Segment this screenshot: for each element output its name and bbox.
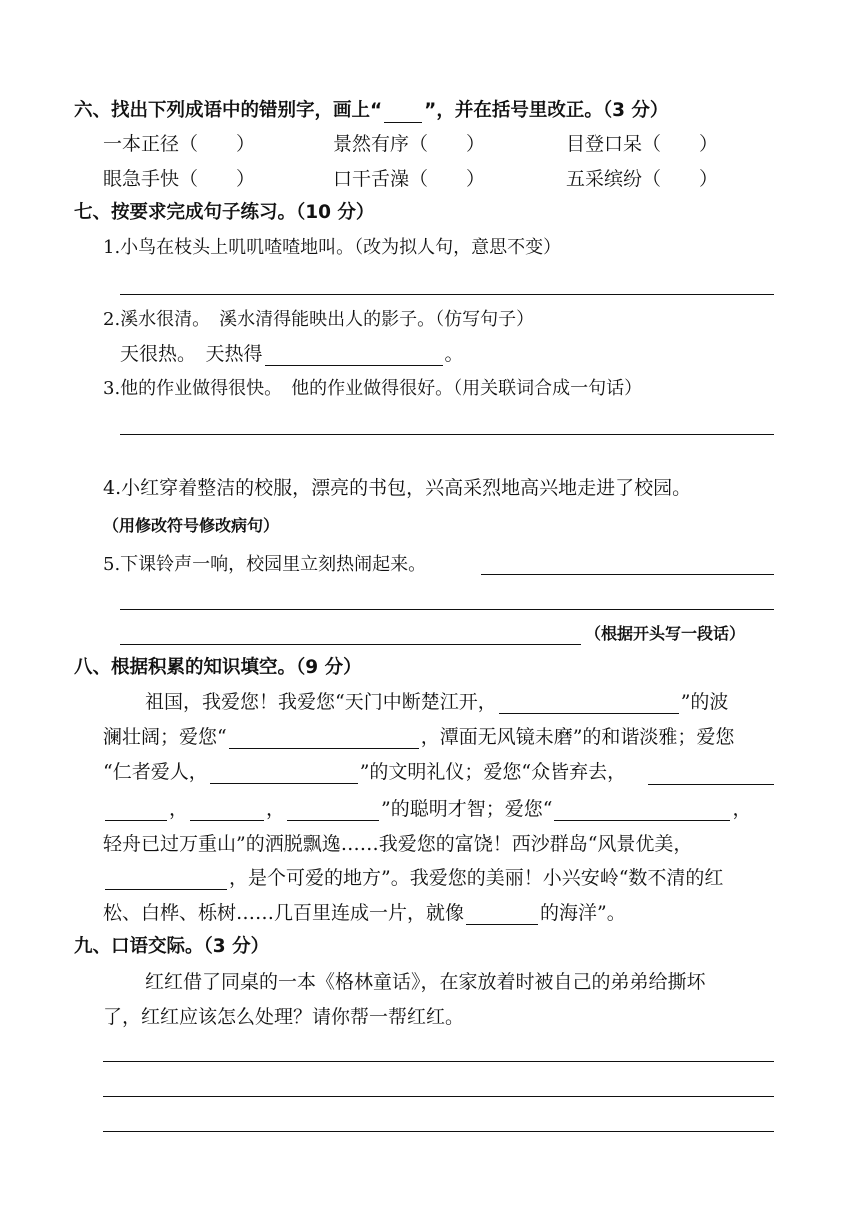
q6-mark-line xyxy=(384,102,422,123)
q7-answer-line-5c[interactable] xyxy=(120,644,581,645)
q7-answer-line-5a[interactable] xyxy=(481,574,774,575)
q7-sentence-2b: 天很热。 天热得 。 xyxy=(120,343,464,365)
q9-answer-line-3[interactable] xyxy=(103,1131,774,1132)
q8-line-5: 轻舟已过万重山”的洒脱飘逸……我爱您的富饶！西沙群岛“风景优美， xyxy=(103,833,693,855)
q8-line-4: ， ， ”的聪明才智；爱您“ ， xyxy=(103,797,751,821)
q8-blank-10[interactable] xyxy=(466,904,538,925)
q6-item-6: 五采缤纷（ ） xyxy=(566,168,719,190)
q8-line-1: 祖国，我爱您！我爱您“天门中断楚江开， ”的波 xyxy=(145,691,729,713)
q8-title: 八、根据积累的知识填空。（9 分） xyxy=(74,657,362,678)
q7-fill-blank-2[interactable] xyxy=(265,345,443,366)
q7-sentence-2: 2.溪水很清。 溪水清得能映出人的影子。（仿写句子） xyxy=(103,309,535,330)
q6-item-3: 目登口呆（ ） xyxy=(566,133,719,155)
q8-blank-8[interactable] xyxy=(554,800,730,821)
q7-answer-line-1[interactable] xyxy=(120,294,774,295)
q6-item-5: 口干舌澡（ ） xyxy=(333,168,486,190)
q7-sentence-4-note: （用修改符号修改病句） xyxy=(103,516,280,535)
q9-prompt-1: 红红借了同桌的一本《格林童话》，在家放着时被自己的弟弟给撕坏 xyxy=(145,971,706,993)
q8-blank-2[interactable] xyxy=(229,728,419,749)
q8-line-7: 松、白桦、栎树……几百里连成一片，就像 的海洋”。 xyxy=(103,902,626,924)
q6-item-1: 一本正径（ ） xyxy=(103,133,256,155)
q9-answer-line-1[interactable] xyxy=(103,1061,774,1062)
q7-sentence-3: 3.他的作业做得很快。 他的作业做得很好。（用关联词合成一句话） xyxy=(103,378,643,399)
q6-item-2: 景然有序（ ） xyxy=(333,133,486,155)
q8-line-2: 澜壮阔；爱您“ ，潭面无风镜未磨”的和谐淡雅；爱您 xyxy=(103,726,735,748)
q8-line-6: ，是个可爱的地方”。我爱您的美丽！小兴安岭“数不清的红 xyxy=(103,866,723,890)
q9-title: 九、口语交际。（3 分） xyxy=(74,936,270,957)
q6-title: 六、找出下列成语中的错别字，画上“ ”，并在括号里改正。（3 分） xyxy=(74,100,669,121)
q8-blank-3[interactable] xyxy=(210,763,358,784)
q8-blank-6[interactable] xyxy=(190,800,264,821)
q8-line-3: “仁者爱人， ”的文明礼仪；爱您“众皆弃去， xyxy=(103,761,627,783)
q7-sentence-5-note: （根据开头写一段话） xyxy=(585,624,746,643)
q8-blank-9[interactable] xyxy=(105,869,227,890)
q8-blank-4[interactable] xyxy=(648,784,774,785)
q8-blank-7[interactable] xyxy=(287,800,379,821)
q7-sentence-4: 4.小红穿着整洁的校服，漂亮的书包，兴高采烈地高兴地走进了校园。 xyxy=(103,477,692,499)
q7-sentence-1: 1.小鸟在枝头上叽叽喳喳地叫。（改为拟人句，意思不变） xyxy=(103,237,562,258)
q6-item-4: 眼急手快（ ） xyxy=(103,168,256,190)
q9-prompt-2: 了，红红应该怎么处理？请你帮一帮红红。 xyxy=(103,1006,465,1028)
q9-answer-line-2[interactable] xyxy=(103,1096,774,1097)
q8-blank-5[interactable] xyxy=(105,800,167,821)
q7-sentence-5: 5.下课铃声一响，校园里立刻热闹起来。 xyxy=(103,554,427,575)
q8-blank-1[interactable] xyxy=(499,693,679,714)
q7-title: 七、按要求完成句子练习。（10 分） xyxy=(74,202,375,223)
q7-answer-line-5b[interactable] xyxy=(120,609,774,610)
q7-answer-line-3[interactable] xyxy=(120,434,774,435)
